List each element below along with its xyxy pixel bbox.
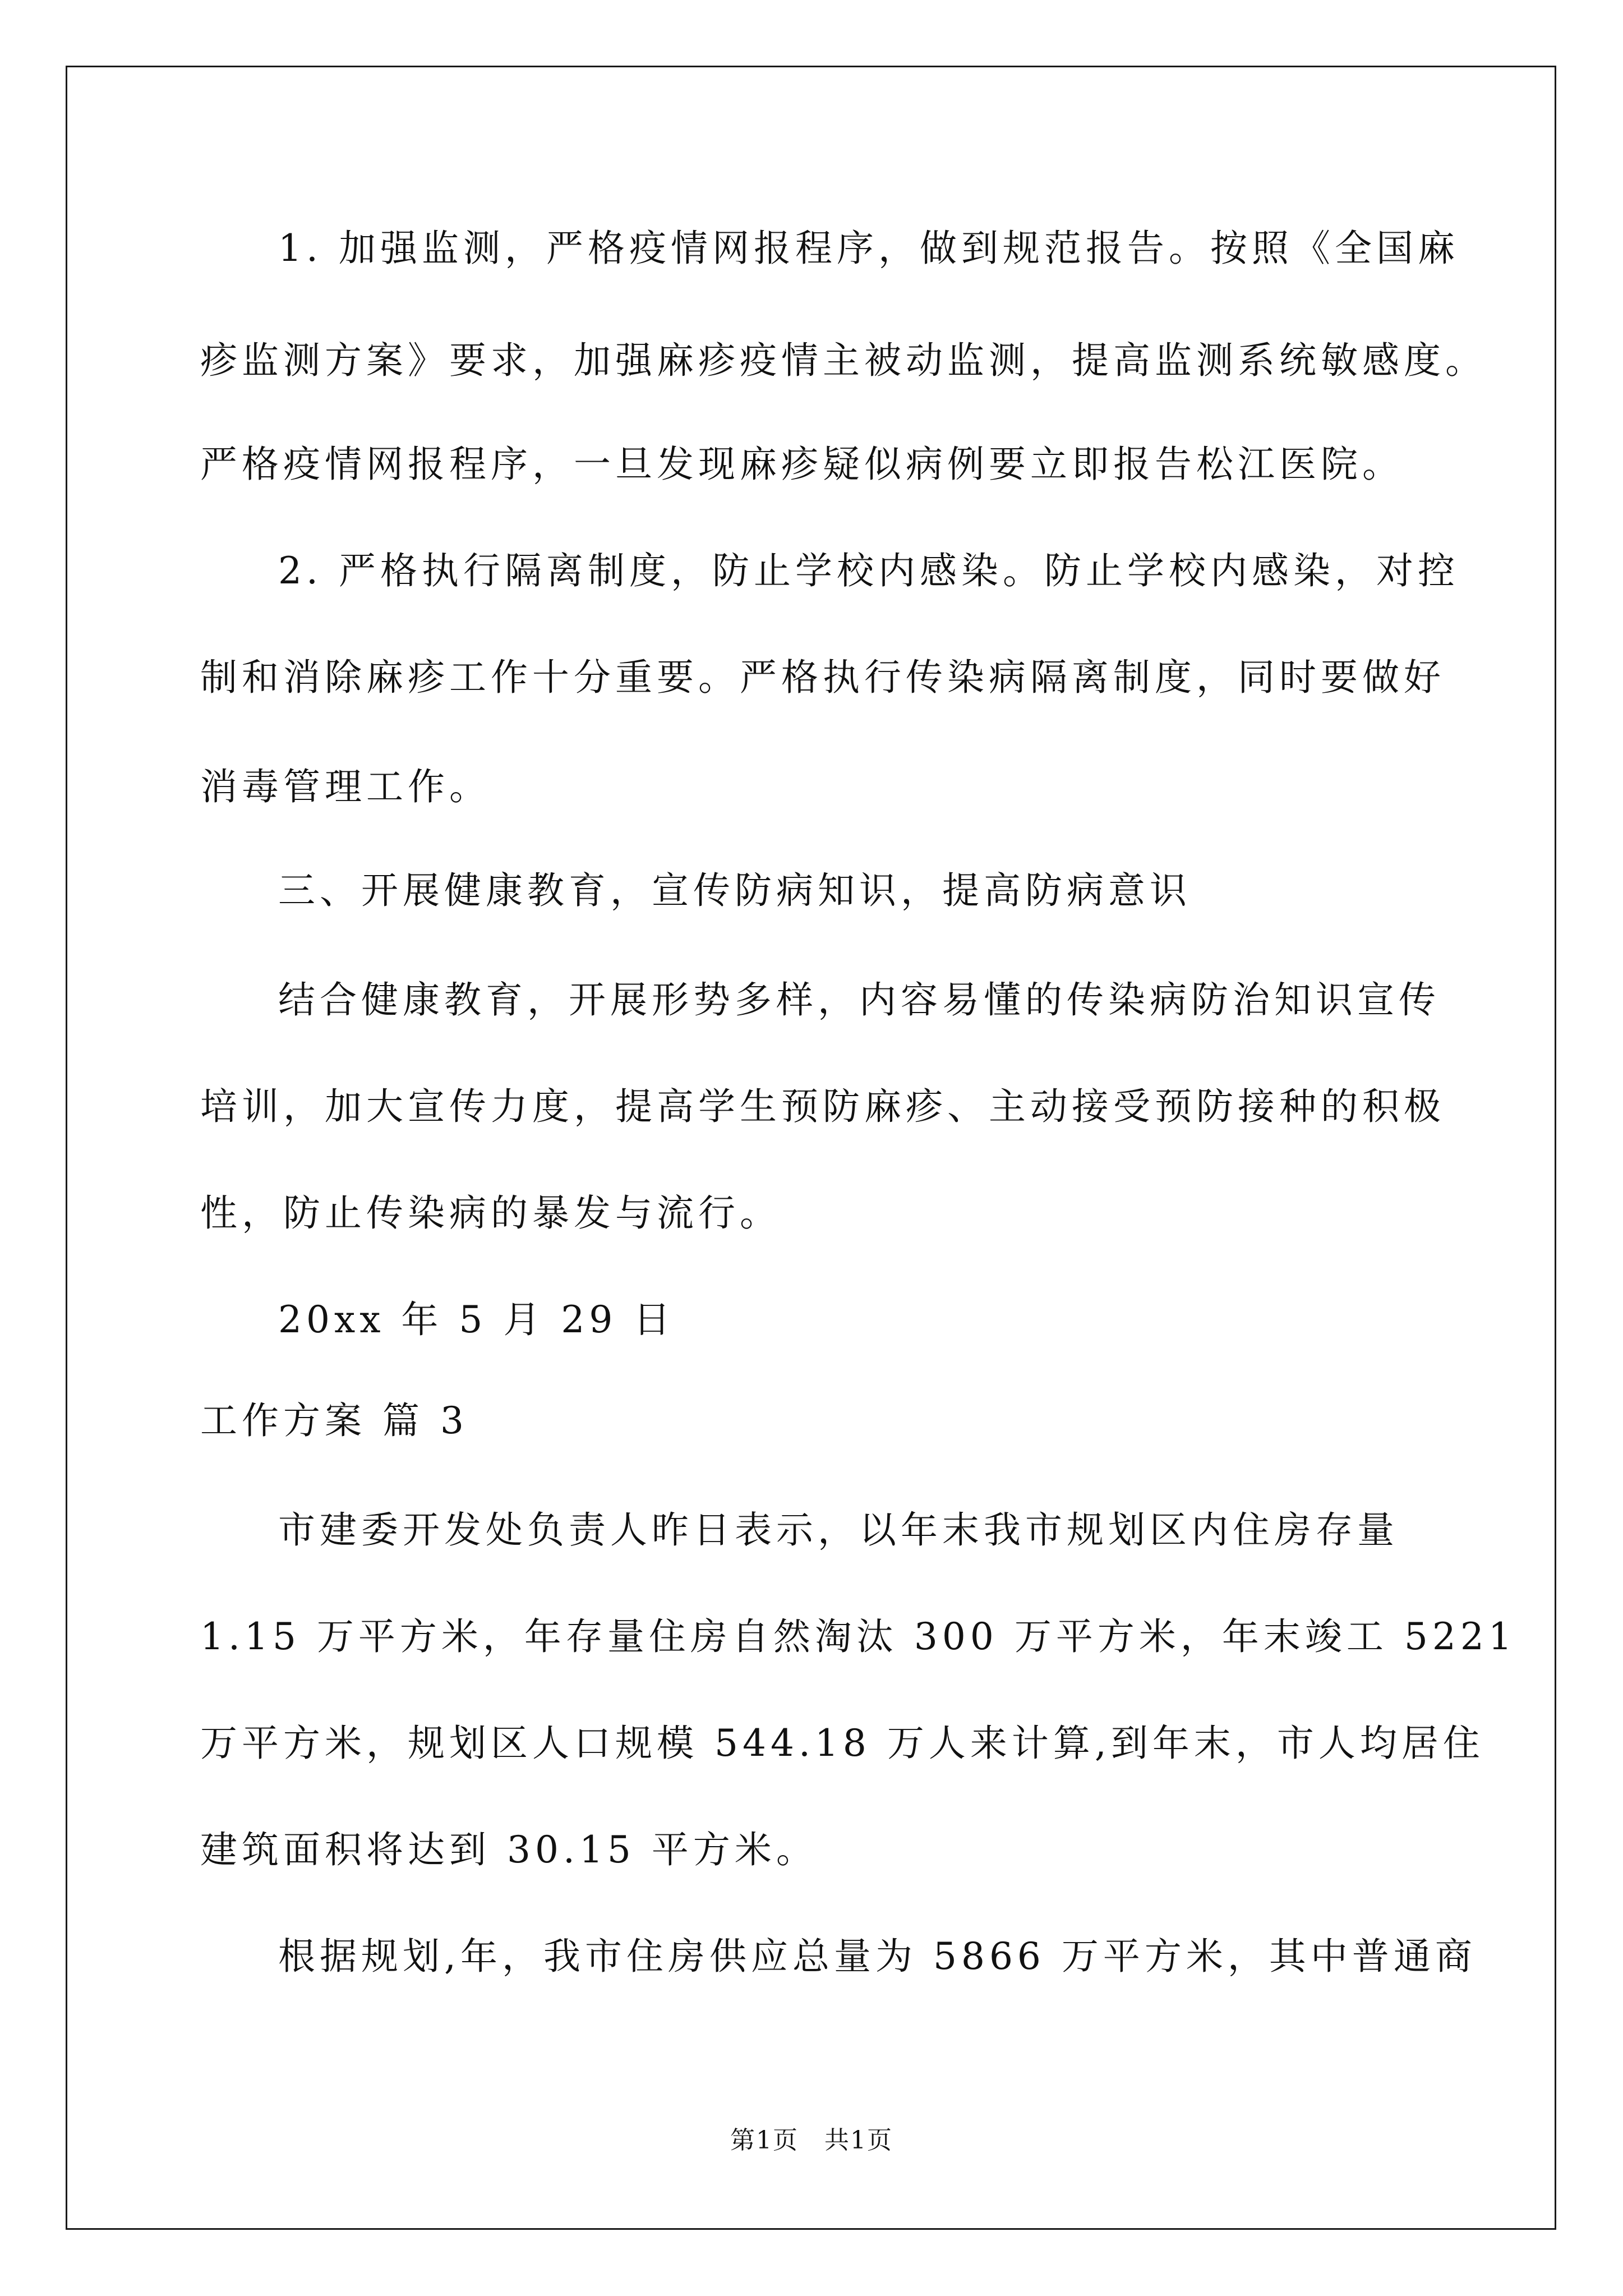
paragraph-line: 万平方米，规划区人口规模 544.18 万人来计算,到年末，市人均居住 bbox=[200, 1722, 1484, 1765]
paragraph-line: 性，防止传染病的暴发与流行。 bbox=[200, 1191, 781, 1235]
paragraph-line: 1. 加强监测，严格疫情网报程序，做到规范报告。按照《全国麻 bbox=[278, 227, 1459, 270]
paragraph-line: 疹监测方案》要求，加强麻疹疫情主被动监测，提高监测系统敏感度。 bbox=[200, 339, 1487, 382]
paragraph-line: 建筑面积将达到 30.15 平方米。 bbox=[200, 1828, 818, 1871]
section-heading: 三、开展健康教育，宣传防病知识，提高防病意识 bbox=[278, 869, 1191, 912]
paragraph-line: 1.15 万平方米，年存量住房自然淘汰 300 万平方米，年末竣工 5221 bbox=[200, 1615, 1516, 1658]
paragraph-line: 培训，加大宣传力度，提高学生预防麻疹、主动接受预防接种的积极 bbox=[200, 1085, 1445, 1128]
page-footer: 第1页 共1页 bbox=[730, 2126, 893, 2155]
paragraph-line: 结合健康教育，开展形势多样，内容易懂的传染病防治知识宣传 bbox=[278, 978, 1440, 1022]
paragraph-line: 严格疫情网报程序，一旦发现麻疹疑似病例要立即报告松江医院。 bbox=[200, 443, 1404, 486]
date-line: 20xx 年 5 月 29 日 bbox=[278, 1298, 675, 1341]
section-title: 工作方案 篇 3 bbox=[200, 1399, 468, 1442]
paragraph-line: 根据规划,年，我市住房供应总量为 5866 万平方米，其中普通商 bbox=[278, 1935, 1477, 1978]
paragraph-line: 消毒管理工作。 bbox=[200, 765, 491, 808]
paragraph-line: 2. 严格执行隔离制度，防止学校内感染。防止学校内感染，对控 bbox=[278, 549, 1459, 592]
page-border bbox=[66, 66, 1556, 2230]
paragraph-line: 制和消除麻疹工作十分重要。严格执行传染病隔离制度，同时要做好 bbox=[200, 656, 1445, 699]
paragraph-line: 市建委开发处负责人昨日表示，以年末我市规划区内住房存量 bbox=[278, 1508, 1399, 1552]
